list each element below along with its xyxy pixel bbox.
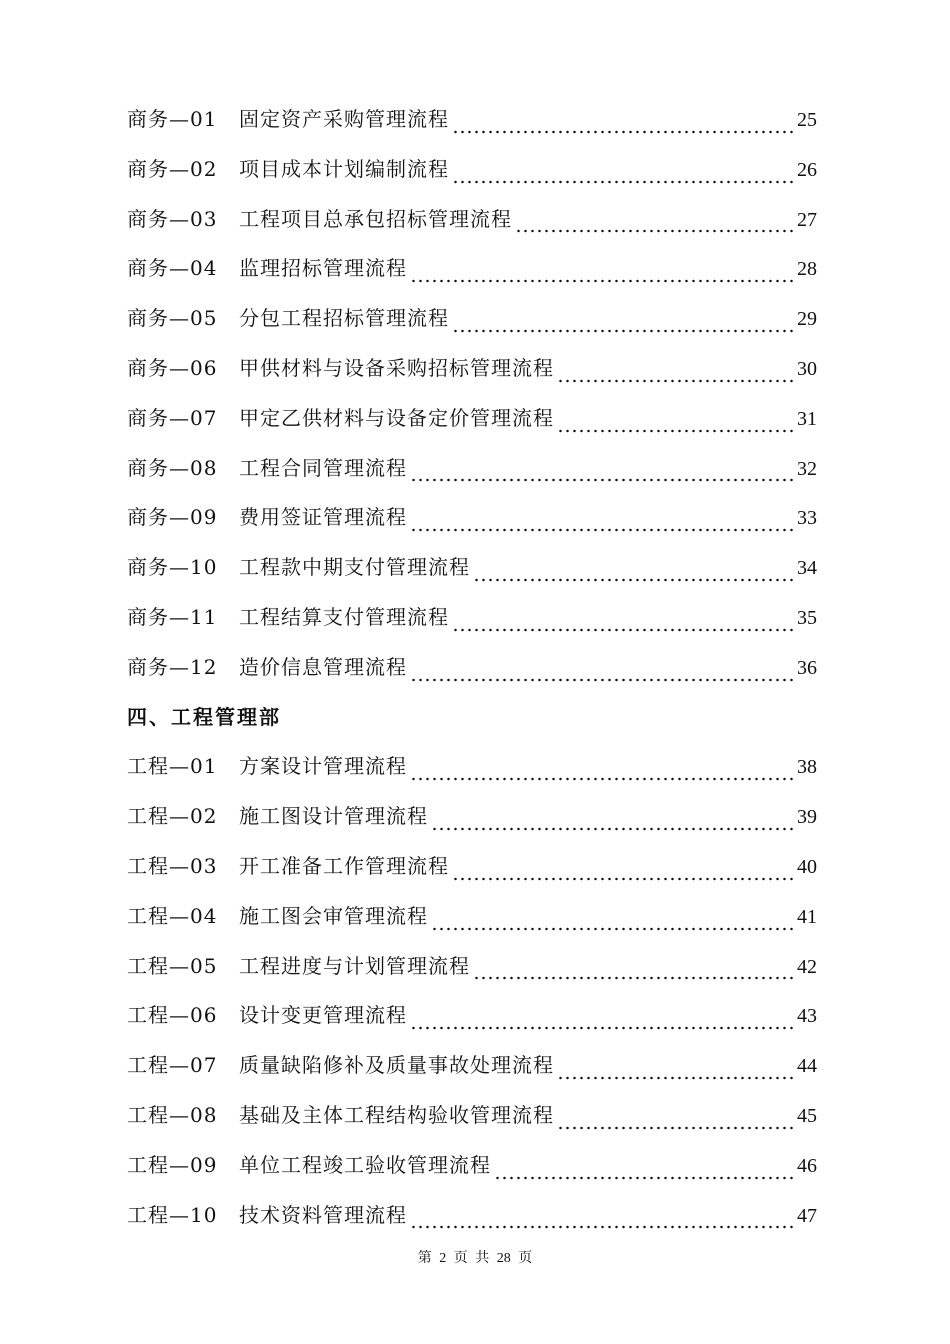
toc-entry-page-number: 36 [797, 656, 817, 679]
toc-entry-page-number: 43 [797, 1005, 817, 1028]
dot-leader [452, 180, 794, 184]
toc-entry-title: 开工准备工作管理流程 [239, 853, 449, 878]
toc-entry-page-number: 26 [797, 158, 817, 181]
toc-entry-code: 商务—03 [127, 206, 218, 231]
toc-entry-page-number: 29 [797, 308, 817, 331]
toc-entry-title: 工程进度与计划管理流程 [239, 953, 470, 978]
toc-entry[interactable] [127, 601, 817, 651]
toc-entry-code: 商务—04 [127, 256, 218, 281]
toc-entry-title: 监理招标管理流程 [239, 256, 407, 281]
dot-leader [410, 777, 794, 781]
toc-entry-page-number: 41 [797, 905, 817, 928]
toc-entry-code: 商务—02 [127, 156, 218, 181]
toc-entry-page-number: 32 [797, 457, 817, 480]
dot-leader [410, 478, 794, 482]
toc-entry-title: 技术资料管理流程 [239, 1202, 407, 1227]
dot-leader [452, 329, 794, 333]
toc-entry-title: 项目成本计划编制流程 [239, 156, 449, 181]
dot-leader [557, 1076, 794, 1080]
toc-entry[interactable] [127, 153, 817, 203]
toc-entry-page-number: 31 [797, 407, 817, 430]
toc-entry-code: 商务—09 [127, 505, 218, 530]
toc-entry-title: 单位工程竣工验收管理流程 [239, 1152, 491, 1177]
dot-leader [452, 877, 794, 881]
toc-entry-title: 分包工程招标管理流程 [239, 306, 449, 331]
toc-entry-title: 基础及主体工程结构验收管理流程 [239, 1102, 554, 1127]
toc-entry-page-number: 39 [797, 806, 817, 829]
toc-group-engineering [127, 750, 817, 1248]
toc-entry-page-number: 42 [797, 955, 817, 978]
section-heading: 四、工程管理部 [127, 704, 281, 729]
toc-entry-code: 工程—10 [127, 1202, 218, 1227]
toc-entry-title: 费用签证管理流程 [239, 505, 407, 530]
toc-entry-code: 商务—11 [127, 604, 218, 629]
dot-leader [410, 1225, 794, 1229]
toc-entry-title: 工程合同管理流程 [239, 455, 407, 480]
toc-entry[interactable] [127, 402, 817, 452]
toc-entry-code: 工程—03 [127, 853, 218, 878]
toc-entry-title: 施工图设计管理流程 [239, 804, 428, 829]
toc-entry-page-number: 35 [797, 606, 817, 629]
dot-leader [410, 279, 794, 283]
toc-entry-title: 方案设计管理流程 [239, 754, 407, 779]
toc-entry-code: 工程—07 [127, 1053, 218, 1078]
toc-entry-code: 工程—01 [127, 754, 218, 779]
toc-entry-page-number: 25 [797, 109, 817, 131]
toc-entry-code: 工程—08 [127, 1102, 218, 1127]
toc-entry-page-number: 28 [797, 258, 817, 281]
toc-entry-page-number: 33 [797, 507, 817, 530]
toc-entry[interactable] [127, 750, 817, 800]
dot-leader [494, 1176, 794, 1180]
toc-entry-code: 商务—10 [127, 555, 218, 580]
dot-leader [410, 528, 794, 532]
toc-entry-title: 质量缺陷修补及质量事故处理流程 [239, 1053, 554, 1078]
toc-entry-code: 商务—05 [127, 306, 218, 331]
toc-entry[interactable] [127, 252, 817, 302]
toc-entry[interactable] [127, 1099, 817, 1149]
toc-entry[interactable] [127, 103, 817, 153]
toc-entry[interactable] [127, 999, 817, 1049]
toc-entry[interactable] [127, 452, 817, 502]
toc-entry[interactable] [127, 501, 817, 551]
table-of-contents [127, 103, 817, 1248]
toc-entry-title: 施工图会审管理流程 [239, 903, 428, 928]
dot-leader [557, 429, 794, 433]
toc-entry-page-number: 30 [797, 357, 817, 380]
toc-entry-code: 商务—07 [127, 405, 218, 430]
dot-leader [557, 379, 794, 383]
dot-leader [452, 628, 794, 632]
toc-entry[interactable] [127, 651, 817, 701]
toc-entry[interactable] [127, 1199, 817, 1249]
toc-entry-page-number: 44 [797, 1055, 817, 1078]
toc-entry-code: 商务—01 [127, 107, 218, 131]
dot-leader [431, 927, 794, 931]
dot-leader [473, 976, 794, 980]
toc-entry-code: 工程—02 [127, 804, 218, 829]
toc-entry-page-number: 38 [797, 756, 817, 779]
toc-entry[interactable] [127, 1149, 817, 1199]
toc-entry-title: 造价信息管理流程 [239, 654, 407, 679]
toc-entry-page-number: 27 [797, 208, 817, 231]
dot-leader [473, 578, 794, 582]
dot-leader [515, 229, 794, 233]
toc-entry-title: 甲定乙供材料与设备定价管理流程 [239, 405, 554, 430]
toc-entry[interactable] [127, 950, 817, 1000]
dot-leader [452, 130, 794, 134]
toc-entry-page-number: 45 [797, 1104, 817, 1127]
dot-leader [431, 827, 794, 831]
dot-leader [410, 678, 794, 682]
toc-entry-code: 商务—08 [127, 455, 218, 480]
toc-entry-page-number: 34 [797, 557, 817, 580]
toc-entry[interactable] [127, 352, 817, 402]
toc-entry-code: 工程—09 [127, 1152, 218, 1177]
toc-entry[interactable] [127, 1049, 817, 1099]
toc-entry-title: 工程项目总承包招标管理流程 [239, 206, 512, 231]
toc-entry-title: 甲供材料与设备采购招标管理流程 [239, 355, 554, 380]
toc-entry[interactable] [127, 900, 817, 950]
dot-leader [410, 1026, 794, 1030]
toc-entry-code: 工程—06 [127, 1003, 218, 1028]
toc-entry[interactable] [127, 850, 817, 900]
dot-leader [557, 1126, 794, 1130]
toc-entry-code: 工程—04 [127, 903, 218, 928]
toc-entry-page-number: 46 [797, 1154, 817, 1177]
toc-entry[interactable] [127, 203, 817, 253]
toc-entry-title: 设计变更管理流程 [239, 1003, 407, 1028]
toc-entry-page-number: 40 [797, 855, 817, 878]
toc-entry-title: 工程结算支付管理流程 [239, 604, 449, 629]
toc-entry-title: 工程款中期支付管理流程 [239, 555, 470, 580]
toc-entry-page-number: 47 [797, 1204, 817, 1227]
toc-entry-code: 商务—06 [127, 355, 218, 380]
toc-entry[interactable] [127, 302, 817, 352]
toc-entry[interactable] [127, 800, 817, 850]
toc-entry-code: 工程—05 [127, 953, 218, 978]
toc-entry-title: 固定资产采购管理流程 [239, 107, 449, 131]
toc-entry-code: 商务—12 [127, 654, 218, 679]
toc-group-commerce [127, 103, 817, 701]
page-footer: 第 2 页 共 28 页 [417, 1251, 533, 1266]
toc-entry[interactable] [127, 551, 817, 601]
